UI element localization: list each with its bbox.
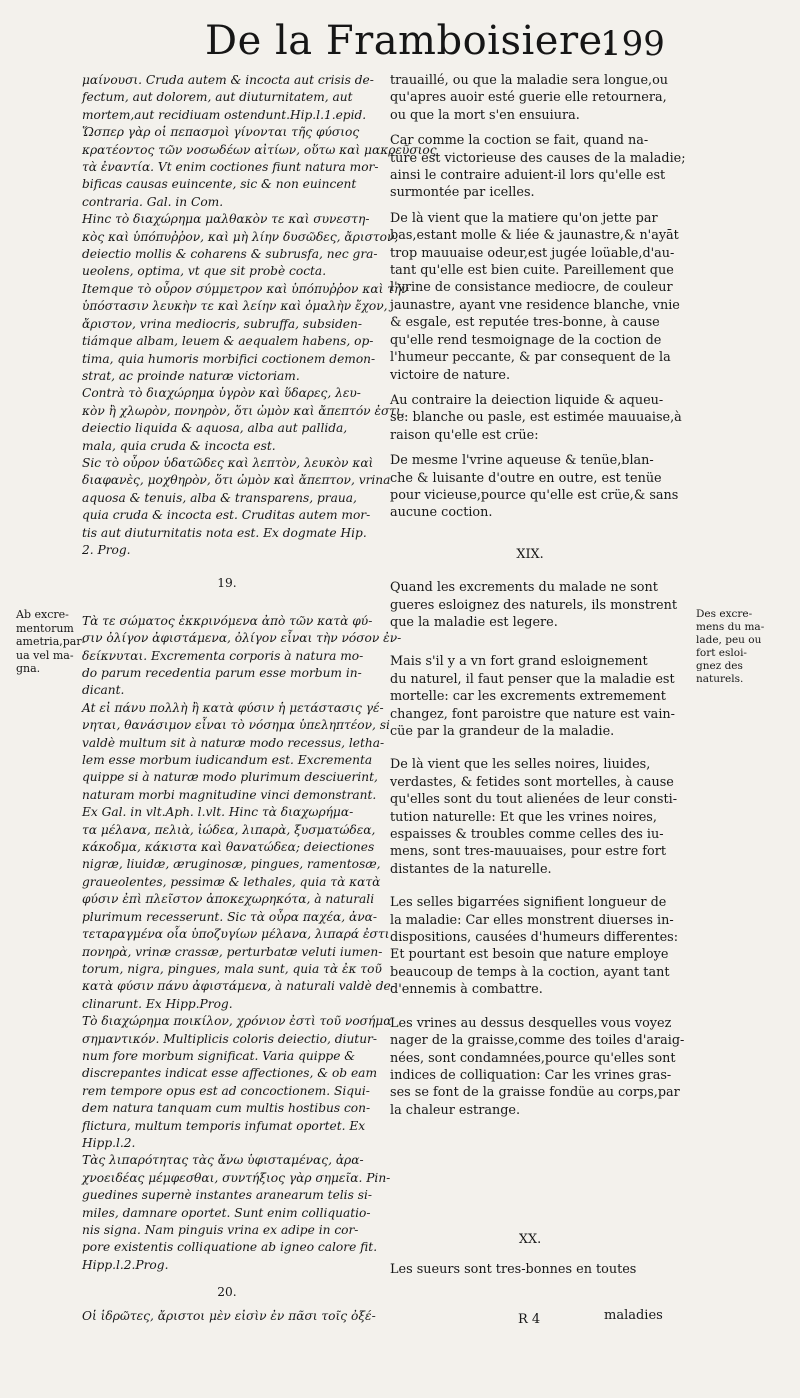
text-line: surmontée par icelles. [390, 185, 535, 201]
text-line: plurimum recesserunt. Sic τὰ οὖρα παχέα, ἀνα- [82, 909, 378, 924]
text-line: mens, sont tres-mauuaises, pour estre fort [390, 844, 666, 860]
text-line: nager de la graisse,comme des toiles d'araig- [390, 1033, 685, 1049]
paragraph [390, 72, 670, 124]
text-line: quippe si à naturæ modo plurimum desciuerint, [82, 770, 378, 785]
text-line: torum, nigra, pingues, mala sunt, quia τὰ ἐκ τοῦ [82, 961, 382, 976]
text-line: Et pourtant est besoin que nature employe [390, 947, 669, 963]
text-line: mortem,aut recidiuam ostendunt.Hip.l.1.epid. [82, 107, 367, 122]
text-line: κὸν ἢ χλωρὸν, πονηρὸν, ὅτι ὠμὸν καὶ ἄπεπτόν ἐστι, [82, 403, 405, 418]
text-block-2 [82, 613, 402, 1274]
text-line: discrepantes indicat esse affectiones, & ob eam [82, 1066, 377, 1081]
text-line: trauaillé, ou que la maladie sera longue,ou [390, 73, 669, 88]
text-line: διαφανὲς, μοχθηρὸν, ὅτι ὠμὸν καὶ ἄπεπτον, vrina [82, 473, 391, 488]
text-line: τὰ ἐναντία. Vt enim coctiones fiunt natura mor- [82, 160, 379, 175]
section-number-20: 20. [217, 1285, 237, 1300]
text-line: que la maladie est legere. [390, 614, 558, 630]
text-line: ametria,par- [16, 635, 86, 648]
text-line: verdastes, & fetides sont mortelles, à cause [390, 774, 674, 790]
section-number-19: 19. [217, 576, 237, 591]
text-line: quia cruda & incocta est. Cruditas autem mor- [82, 508, 371, 523]
margin-note-left [16, 608, 86, 676]
text-line: rem tempore opus est ad concoctionem. Siqui- [82, 1083, 370, 1098]
text-line: Les selles bigarrées signifient longueur de [390, 895, 667, 911]
running-title: De la Framboisiere. [205, 18, 616, 64]
text-line: κατὰ φύσιν πάνυ ἀφιστάμενα, à naturali valdè de- [82, 979, 395, 994]
text-line: deiectio liquida & aquosa, alba aut pallida, [82, 421, 348, 436]
text-line: κάκοδμα, κάκιστα καὶ θανατώδεα; deiectiones [82, 840, 375, 855]
text-line: Hinc τὸ διαχώρημα μαλθακὸν τε καὶ συνεστη- [82, 212, 370, 227]
catchword: maladies [604, 1308, 663, 1323]
text-line: gueres esloignez des naturels, ils monstrent [390, 597, 678, 613]
text-line: cüe par la grandeur de la maladie. [390, 724, 615, 739]
text-line: Hipp.l.2.Prog. [82, 1257, 169, 1272]
text-line: nigræ, liuidæ, æruginosæ, pingues, ramentosæ, [82, 857, 381, 872]
text-line: mentorum [16, 621, 74, 635]
text-line: Ὥσπερ γὰρ οἱ πεπασμοὶ γίνονται τῆς φύσιος [82, 125, 360, 140]
text-line: ἄριστον, vrina mediocris, subruffa, subsiden- [82, 316, 362, 331]
text-line: De là vient que les selles noires, liuides, [390, 757, 651, 773]
text-line: Car comme la coction se fait, quand na- [390, 133, 649, 149]
text-line: Hipp.l.2. [82, 1135, 136, 1150]
text-line: ture est victorieuse des causes de la maladie; [390, 150, 686, 166]
text-line: Au contraire la deiection liquide & aqueu- [390, 392, 664, 408]
text-line: ueolens, optima, vt que sit probè cocta. [82, 264, 327, 279]
text-line: lade, peu ou [696, 634, 762, 646]
text-block-1 [82, 72, 437, 559]
text-line: tant qu'elle est bien cuite. Pareillement que [390, 263, 674, 279]
text-line: jaunastre, ayant vne residence blanche, vnie [390, 297, 680, 313]
text-line: At εἰ πάνυ πολλὴ ἢ κατὰ φύσιν ἡ μετάστασις γέ- [82, 700, 384, 715]
text-line: σιν ὀλίγον ἀφιστάμενα, ὀλίγον εἶναι τὴν νόσον ἐν- [82, 631, 402, 646]
text-line: mens du ma- [696, 621, 765, 633]
text-line: tis aut diuturnitatis nota est. Ex dogmate Hip. [82, 525, 367, 540]
text-line: tution naturelle: Et que les vrines noires, [390, 809, 657, 825]
text-line: espaisses & troubles comme celles des iu- [390, 827, 664, 843]
section-number-xx: XX. [518, 1232, 542, 1248]
paragraph [390, 132, 686, 202]
text-line: Des excre- [696, 608, 753, 620]
paragraph [390, 894, 679, 998]
text-line: De mesme l'vrine aqueuse & tenüe,blan- [390, 453, 654, 469]
text-line: Sic τὸ οὖρον ὑδατῶδες καὶ λεπτὸν, λευκὸν καὶ [82, 455, 374, 470]
text-line: nis signa. Nam pinguis vrina ex adipe in cor- [82, 1223, 359, 1237]
text-line: gnez des [696, 660, 743, 672]
text-line: ua vel ma- [16, 648, 74, 662]
text-line: raison qu'elle est crüe: [390, 427, 539, 443]
text-line: πονηρὰ, vrinæ crassæ, perturbatæ veluti iumen- [82, 944, 383, 959]
text-line: trop mauuaise odeur,est jugée loüable,d'au- [390, 245, 675, 261]
text-line: lem esse morbum iudicandum est. Excrementa [82, 753, 373, 768]
section-number-xix: XIX. [516, 546, 544, 562]
text-line: Itemque τὸ οὖρον σύμμετρον καὶ ὑπόπυῤῥον καὶ τὴν [82, 281, 409, 296]
paragraph [390, 653, 675, 740]
text-line: do parum recedentia parum esse morbum in- [82, 666, 362, 680]
text-line: indices de colliquation: Car les vrines gras- [390, 1067, 672, 1083]
paragraph [390, 392, 682, 444]
text-line: Mais s'il y a vn fort grand esloignement [390, 654, 648, 670]
text-line: ὑπόστασιν λευκὴν τε καὶ λείην καὶ ὁμαλὴν ἔχον, [82, 299, 388, 314]
text-line: τεταραγμένα οἷα ὑποζυγίων μέλανα, λιπαρά ἐστι [82, 927, 390, 942]
text-line: De là vient que la matiere qu'on jette par [390, 210, 658, 226]
text-line: mala, quia cruda & incocta est. [82, 438, 276, 453]
text-line: aquosa & tenuis, alba & transparens, praua, [82, 490, 357, 505]
text-line: pour vicieuse,pource qu'elle est crüe,& sans [390, 487, 679, 503]
text-line: la maladie: Car elles monstrent diuerses in- [390, 912, 674, 928]
text-line: valdè multum sit à naturæ modo recessus, letha- [82, 735, 385, 750]
paragraph [390, 452, 679, 522]
text-line: se: blanche ou pasle, est estimée mauuaise,à [390, 410, 682, 426]
text-line: strat, ac proinde naturæ victoriam. [82, 368, 300, 383]
text-line: l'vrine de consistance mediocre, de couleur [390, 280, 673, 296]
text-line: qu'elles sont du tout alienées de leur consti- [390, 792, 678, 808]
text-line: victoire de nature. [390, 367, 511, 383]
text-line: miles, damnare oportet. Sunt enim colliquatio- [82, 1205, 371, 1220]
text-line: nées, sont condamnées,pource qu'elles sont [390, 1050, 676, 1066]
text-line: bificas causas euincente, sic & non euincent [82, 177, 357, 192]
text-line: ou que la mort s'en ensuiura. [390, 107, 580, 123]
text-line: clinarunt. Ex Hipp.Prog. [82, 996, 233, 1011]
text-line: Ab excre- [16, 608, 69, 621]
text-line: τα μέλανα, πελιὰ, ἰώδεα, λιπαρὰ, ξυσματώδεα, [82, 822, 376, 837]
text-line: contraria. Gal. in Com. [82, 194, 224, 209]
paragraph [390, 1015, 685, 1119]
text-line: che & luisante d'outre en outre, est tenüe [390, 470, 662, 486]
text-line: μαίνουσι. Cruda autem & incocta aut crisis de- [82, 73, 374, 87]
text-line: νηται, θανάσιμον εἶναι τὸ νόσημα ὑπεληπτέον, si [82, 718, 390, 733]
text-line: Les vrines au dessus desquelles vous voyez [390, 1015, 672, 1031]
text-line: 2. Prog. [82, 542, 131, 557]
french-column [390, 72, 686, 1278]
text-line: deiectio mollis & coharens & subrusfa, nec gra- [82, 247, 378, 262]
text-line: changez, font paroistre que nature est vain- [390, 706, 675, 722]
text-line: guedines supernè instantes aranearum telis si- [82, 1188, 372, 1203]
text-line: tima, quia humoris morbifici coctionem demon- [82, 351, 376, 366]
text-line: l'humeur peccante, & par consequent de la [390, 350, 671, 366]
text-line: graueolentes, pessimæ & lethales, quia τὰ κατὰ [82, 874, 381, 889]
text-line: ses se font de la graisse fondüe au corps,par [390, 1085, 680, 1101]
text-line: distantes de la naturelle. [390, 861, 552, 877]
last-line: Les sueurs sont tres-bonnes en toutes [390, 1261, 637, 1277]
text-line: Quand les excrements du malade ne sont [390, 580, 658, 596]
text-line: aucune coction. [390, 505, 493, 521]
text-line: ainsi le contraire aduient-il lors qu'elle est [390, 168, 666, 184]
latin-greek-column [82, 72, 437, 1325]
text-line: du naturel, il faut penser que la maladie est [390, 671, 675, 687]
text-line: beaucoup de temps à la coction, ayant tant [390, 964, 670, 980]
text-line: dem natura tanquam cum multis hostibus con- [82, 1101, 371, 1116]
text-line: κρατέοντος τῶν νοσωδέων αἰτίων, οὕτω καὶ μακρεῦσιος [82, 142, 437, 157]
text-line: bas,estant molle & liée & jaunastre,& n'ayāt [390, 228, 679, 244]
text-line: fectum, aut dolorem, aut diuturnitatem, aut [82, 90, 353, 105]
margin-note-right [696, 608, 766, 686]
text-line: la chaleur estrange. [390, 1102, 521, 1118]
text-line: χνοειδέας μέμφεσθαι, συντήξιος γὰρ σημεῖα. Pin- [82, 1170, 391, 1185]
text-line: d'ennemis à combattre. [390, 982, 543, 998]
last-line: Οἱ ἱδρῶτες, ἄριστοι μὲν εἰσὶν ἐν πᾶσι τοῖς ὀξέ- [82, 1308, 376, 1323]
text-line: & esgale, est reputée tres-bonne, à cause [390, 315, 660, 331]
text-line: dicant. [82, 683, 125, 698]
text-line: Ex Gal. in vlt.Aph. l.vlt. Hinc τὰ διαχωρήμα- [82, 805, 354, 820]
text-line: num fore morbum significat. Varia quippe & [82, 1048, 356, 1063]
text-line: flictura, multum temporis infumat oportet. Ex [82, 1118, 366, 1133]
text-line: Contrà τὸ διαχώρημα ὑγρὸν καὶ ὕδαρες, λευ- [82, 386, 361, 401]
signature-mark: R 4 [518, 1312, 541, 1327]
paragraph [390, 579, 678, 631]
text-line: Τὰ τε σώματος ἐκκρινόμενα ἀπὸ τῶν κατὰ φύ- [82, 613, 373, 628]
text-line: pore existentis colliquatione ab igneo calore fit. [82, 1240, 378, 1255]
text-line: tiámque albam, leuem & aequalem habens, op- [82, 334, 374, 349]
paragraph [390, 756, 678, 878]
text-line: mortelle: car les excrements extremement [390, 689, 666, 705]
text-line: qu'elle rend tesmoignage de la coction de [390, 332, 662, 348]
text-line: naturels. [696, 673, 744, 685]
page-number: 199 [600, 24, 665, 64]
text-line: φύσιν ἐπὶ πλεῖστον ἀποκεχωρηκότα, à naturali [82, 892, 375, 907]
text-line: κὸς καὶ ὑπόπυῤῥον, καὶ μὴ λίην δυσῶδες, ἄριστον, [82, 229, 399, 244]
text-line: qu'apres auoir esté guerie elle retournera, [390, 90, 667, 106]
paragraph [390, 210, 680, 384]
text-line: Τὰς λιπαρότητας τὰς ἄνω ὑφισταμένας, ἀρα- [82, 1153, 364, 1168]
text-line: σημαντικόν. Multiplicis coloris deiectio, diutur- [82, 1031, 377, 1046]
text-line: gna. [16, 662, 41, 675]
text-line: δείκνυται. Excrementa corporis à natura mo- [82, 648, 364, 663]
text-line: naturam morbi magnitudine vinci demonstrant. [82, 787, 377, 802]
text-line: Τὸ διαχώρημα ποικίλον, χρόνιον ἐστὶ τοῦ νοσήμα [82, 1014, 392, 1029]
text-line: dispositions, causées d'humeurs differentes: [390, 930, 679, 946]
text-line: fort esloi- [696, 647, 747, 659]
